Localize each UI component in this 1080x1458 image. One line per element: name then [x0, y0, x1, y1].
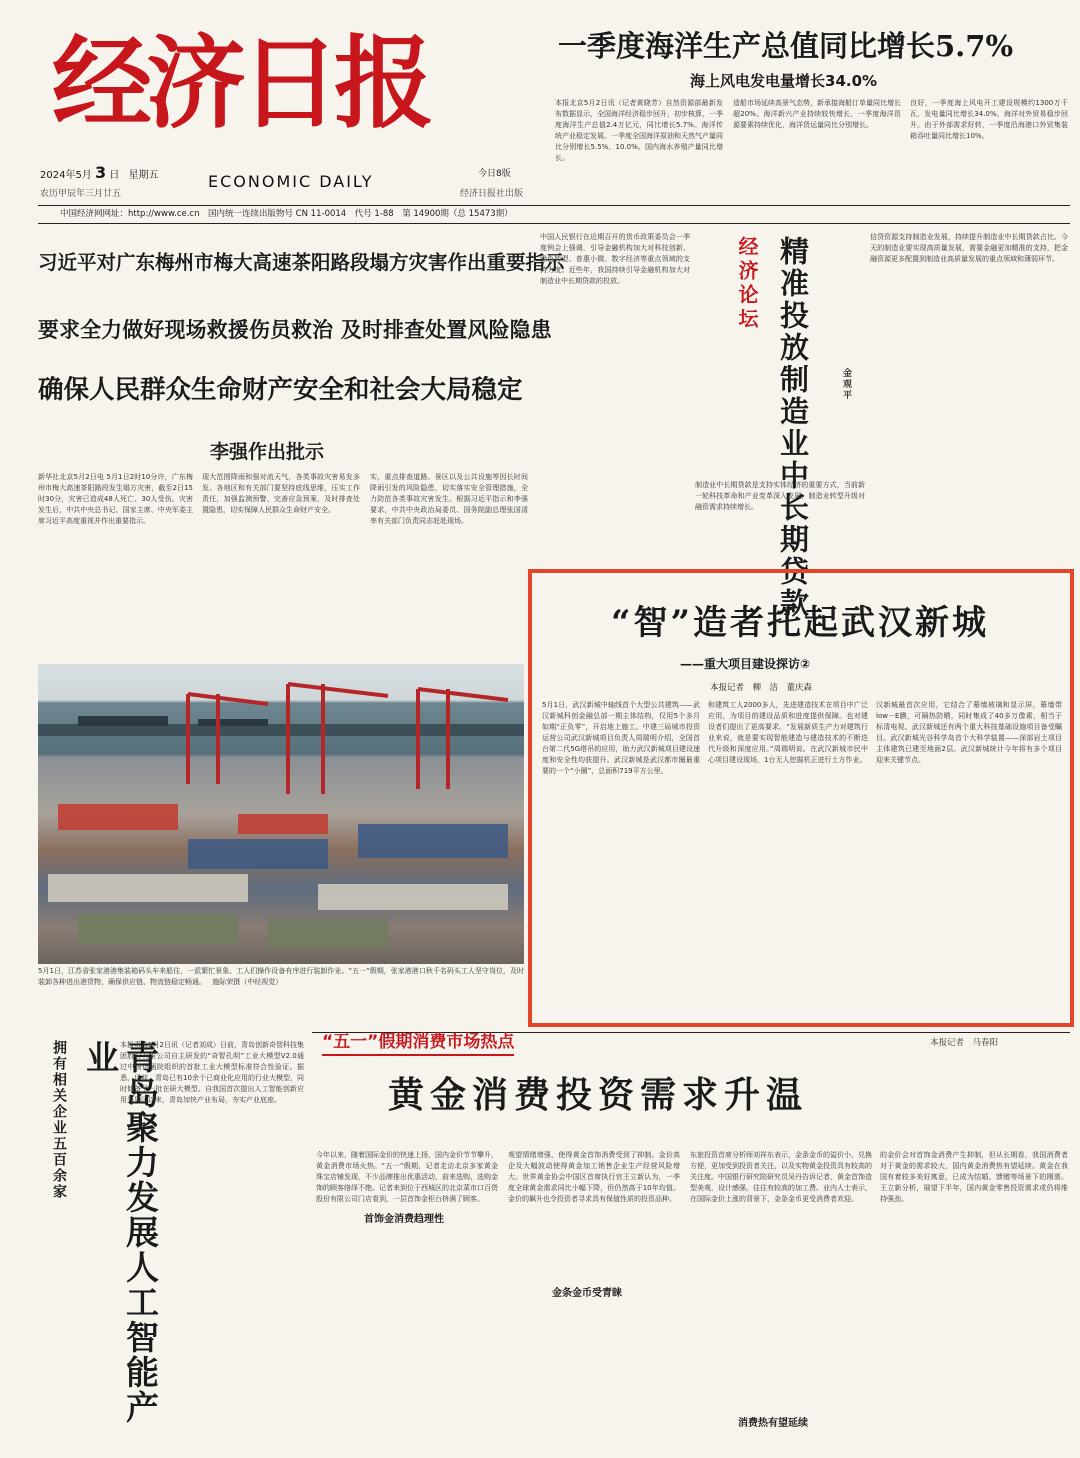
newspaper-logo: 经济日报 — [52, 24, 428, 142]
wuyi-col-1 — [316, 1150, 498, 1440]
wuyi-sub-2: 金条金币受青睐 — [548, 1282, 626, 1301]
wuyi-col-3-text: 东旅投资首席分析师刘祥东表示，金条金币的溢价小、兑换方便，更加受到投资者关注，以及实物黄金投资具有较高的关注度。中国银行研究院研究员吴丹告诉记者，黄金首饰造型美观，设计感强，往往有较高的加工费。业内人士表示，在国际金价上涨的背景下，金条金币更受消费者欢迎。 — [690, 1151, 872, 1203]
wuhan-col-3 — [876, 700, 1062, 1014]
masthead-date — [40, 163, 159, 183]
column-author: 金观平 — [841, 368, 851, 401]
lead-top-col-3 — [910, 98, 1068, 202]
wuyi-title: 黄金消费投资需求升温 — [388, 1074, 809, 1116]
column-col-1 — [540, 232, 690, 568]
wuhan-col-2 — [708, 700, 868, 1014]
wuhan-col-1 — [542, 700, 700, 1014]
english-name: ECONOMIC DAILY — [208, 172, 374, 191]
wuyi-col-1-text: 今年以来，随着国际金价的快速上扬，国内金价节节攀升，黄金消费市场火热。“五一”假期，记者走访北京多家黄金珠宝店铺发现，不少品牌推出优惠活动，前来选购、选购金饰的顾客络绎不绝。记者来到位于西城区的北京菜市口百货股份有限公司门店看到，一层首饰金柜台挤满了顾客。 — [316, 1151, 498, 1203]
date-day: 3 — [95, 163, 107, 182]
weekday: 星期五 — [128, 170, 159, 181]
lead-top-subtitle: 海上风电发电量增长34.0% — [690, 72, 878, 90]
wuyi-col-4 — [880, 1150, 1068, 1440]
port-photo — [38, 664, 524, 964]
photo-credit: 施际荣摄（中经视觉） — [212, 978, 283, 986]
wuyi-label: “五一”假期消费市场热点 — [322, 1030, 514, 1056]
xi-headline-1: 要求全力做好现场救援伤员救治 及时排查处置风险隐患 — [38, 317, 552, 342]
xi-col-1 — [38, 472, 193, 660]
wuhan-byline: 本报记者 柳 洁 董庆森 — [710, 683, 813, 693]
xi-subhead: 李强作出批示 — [210, 441, 325, 463]
date-prefix: 2024年5月 — [40, 170, 92, 181]
wuhan-col-3-text: 汉新城最首次应用，它结合了幕墙玻璃和显示屏，幕墙带 low－E膜，可隔热防晒，同时集成了40多万像素，相当于标清电视。武汉新城还有两个重大科技基础设施项目备受瞩目。武汉新城光谷科学岛首个大科学装置——深部岩土项目主体建筑已建至地面2层。武汉新城统计今年将有多个项目迎来关键节点。 — [876, 701, 1062, 764]
wuyi-sub-1: 首饰金消费趋理性 — [360, 1208, 448, 1227]
qingdao-col-1-text: 本报青岛5月2日讯（记者刘成）日前，青岛创新奇智科技集团股份有限公司自主研发的“奇智孔明”工业大模型V2.0通过中国信通院组织的首批工业大模型标准符合性验证。据悉，目前，青岛已有10余个已商业化应用的行业大模型，同时储备了一批在研大模型。自我国首次提出人工智能创新应用先导区以来，青岛加快产业布局，夯实产业底座。 — [120, 1041, 304, 1104]
wuhan-credit: 本报记者 马春阳 — [930, 1038, 999, 1048]
publisher: 经济日报社出版 — [460, 189, 524, 199]
qingdao-kicker: 拥有相关企业五百余家 — [51, 1040, 67, 1200]
xi-col-3 — [370, 472, 528, 660]
website-line: 中国经济网网址：http://www.ce.cn 国内统一连续出版物号 CN 11-0014 代号 1-88 第 14900期（总 15473期） — [60, 209, 513, 219]
lunar-date: 农历甲辰年三月廿五 — [40, 189, 122, 199]
wuyi-col-3 — [690, 1150, 872, 1440]
xi-col-3-text: 实，重点排查道路、景区以及公共设施等因长时间降雨引发的风险隐患，切实落实安全管理措施，全力防范各类事故灾害发生。根据习近平指示和李强要求，中共中央政治局委员、国务院副总理张国清率有关部门负责同志赶赴现场。 — [370, 473, 528, 525]
xi-col-2-text: 现大范围降雨和强对流天气，各类事故灾害易发多发。各地区和有关部门要坚持底线思维，压实工作责任，加强监测预警，完善应急预案，及时排查处置隐患，切实保障人民群众生命财产安全。 — [202, 473, 360, 514]
qingdao-title: 青岛聚力发展人工智能产业 — [81, 1040, 160, 1425]
wuyi-sub-3: 消费热有望延续 — [734, 1412, 812, 1431]
lead-top-col-2 — [733, 98, 901, 202]
column-title: 精准投放制造业中长期贷款 — [776, 236, 810, 620]
wuhan-title: “智”造者托起武汉新城 — [610, 603, 990, 643]
xi-col-2 — [202, 472, 360, 660]
wuyi-col-2-text: 观望情绪增强，使得黄金首饰消费受到了抑制。金价高企及大幅波动使得黄金加工销售企业生产经营风险增大。世界黄金协会中国区首席执行官王立新认为，一季度全球黄金需求同比小幅下降，但仍然高于10年均值。金价的飙升也令投资者寻求具有保值性质的投资品种。 — [508, 1151, 680, 1203]
wuhan-col-1-text: 5月1日，武汉新城中轴线首个大型公共建筑——武汉新城科创金融总部一期主体结构，仅用5个多月如期“正负零”，开启地上施工。中建三局城市投资运营公司武汉新城项目负责人周瑞明介绍，全国首台第二代5G塔吊的应用，助力武汉新城项目建设速度和安全性均获提升。武汉新城是武汉都市圈最重要的一个“小圈”，总面积719平方公里。 — [542, 701, 700, 775]
lead-top-col-1 — [555, 98, 723, 202]
photo-caption — [38, 966, 524, 1000]
page-count: 今日8版 — [478, 169, 511, 179]
wuhan-col-2-text: 和建筑工人2000多人，先进建造技术在项目中广泛应用，为项目的建设品质和进度提供保障。也对建设者们提出了更高要求。“发展新质生产力对建筑行业来说，就是要实现智能建造与建造技术的不断迭代升级和深度应用。”周瑞明说。在武汉新城市民中心项目建设现场，1台无人挖掘机正进行土方作业。 — [708, 701, 868, 764]
xi-headline-2: 确保人民群众生命财产安全和社会大局稳定 — [38, 375, 523, 405]
photo-caption-text: 5月1日，江苏省张家港港集装箱码头车来船往，一派繁忙景象。工人们操作设备有序进行装卸作业。“五一”假期，张家港港口秋千名码头工人坚守岗位，及时装卸各种进出港货物，确保供应链、物流链稳定畅通。 — [38, 967, 524, 986]
lead-top-col-2-text: 造船市场延续高景气态势，新承接海船订单量同比增长超20%。海洋新兴产业持续较快增长，一季度海洋资源要素持续优化，海洋货运量同比分别增长。 — [733, 99, 901, 129]
wuhan-subtitle: ——重大项目建设探访② — [680, 657, 811, 671]
column-col-3-text: 信贷资源支持制造业发展，持续提升制造业中长期贷款占比。今天的制造业要实现高质量发展，需要金融更加精准的支持，把金融资源更多配置到制造业高质量发展的重点领域和薄弱环节。 — [870, 233, 1068, 263]
column-col-2 — [695, 480, 865, 568]
lead-top-col-3-text: 良好，一季度海上风电开工建设规模约1300万千瓦，发电量同比增长34.0%。海洋对外贸易稳步回升。由于外部需求好转，一季度沿海港口外贸集装箱吞吐量同比增长10%。 — [910, 99, 1068, 140]
lead-top-col-1-text: 本报北京5月2日讯（记者黄晓芳）自然资源部最新发布数据显示，全国海洋经济稳步回升，初步核算，一季度海洋生产总值2.4万亿元，同比增长5.7%。海洋传统产业稳定发展。一季度全国海洋原油和天然气产量同比分别增长5.5%、10.0%。国内海水养殖产量同比增长。 — [555, 99, 723, 162]
xi-col-1-text: 新华社北京5月2日电 5月1日2时10分许，广东梅州市梅大高速茶阳路段发生塌方灾害，截至2日15时30分，灾害已造成48人死亡、30人受伤。灾害发生后，中共中央总书记、国家主席、中央军委主席习近平高度重视并作出重要指示。 — [38, 473, 193, 525]
date-suffix: 日 — [109, 170, 120, 181]
lead-top-title: 一季度海洋生产总值同比增长5.7% — [558, 29, 1014, 63]
column-col-2-text: 制造业中长期贷款是支持实体经济的重要方式，当前新一轮科技革命和产业变革深入发展，制造业转型升级对融资需求持续增长。 — [695, 481, 865, 511]
xi-kicker: 习近平对广东梅州市梅大高速茶阳路段塌方灾害作出重要指示 — [38, 251, 565, 274]
column-label: 经济论坛 — [735, 236, 759, 332]
wuyi-col-4-text: 的金价会对首饰金消费产生抑制，但从长期看，我国消费者对于黄金的需求较大，国内黄金消费热有望延续。黄金在我国有着较多美好寓意，已成为结婚、馈赠等场景下的刚需。王立新分析，展望下半年，国内黄金零售投资需求或仍将维持强劲。 — [880, 1151, 1068, 1203]
column-col-3 — [870, 232, 1068, 568]
column-col-1-text: 中国人民银行在近期召开的货币政策委员会一季度例会上强调，引导金融机构加大对科技创新、绿色转型、普惠小微、数字经济等重点领域的支持力度。近些年，我国持续引导金融机构加大对制造业中长期贷款的投放。 — [540, 233, 690, 285]
qingdao-col-1 — [120, 1040, 304, 1360]
